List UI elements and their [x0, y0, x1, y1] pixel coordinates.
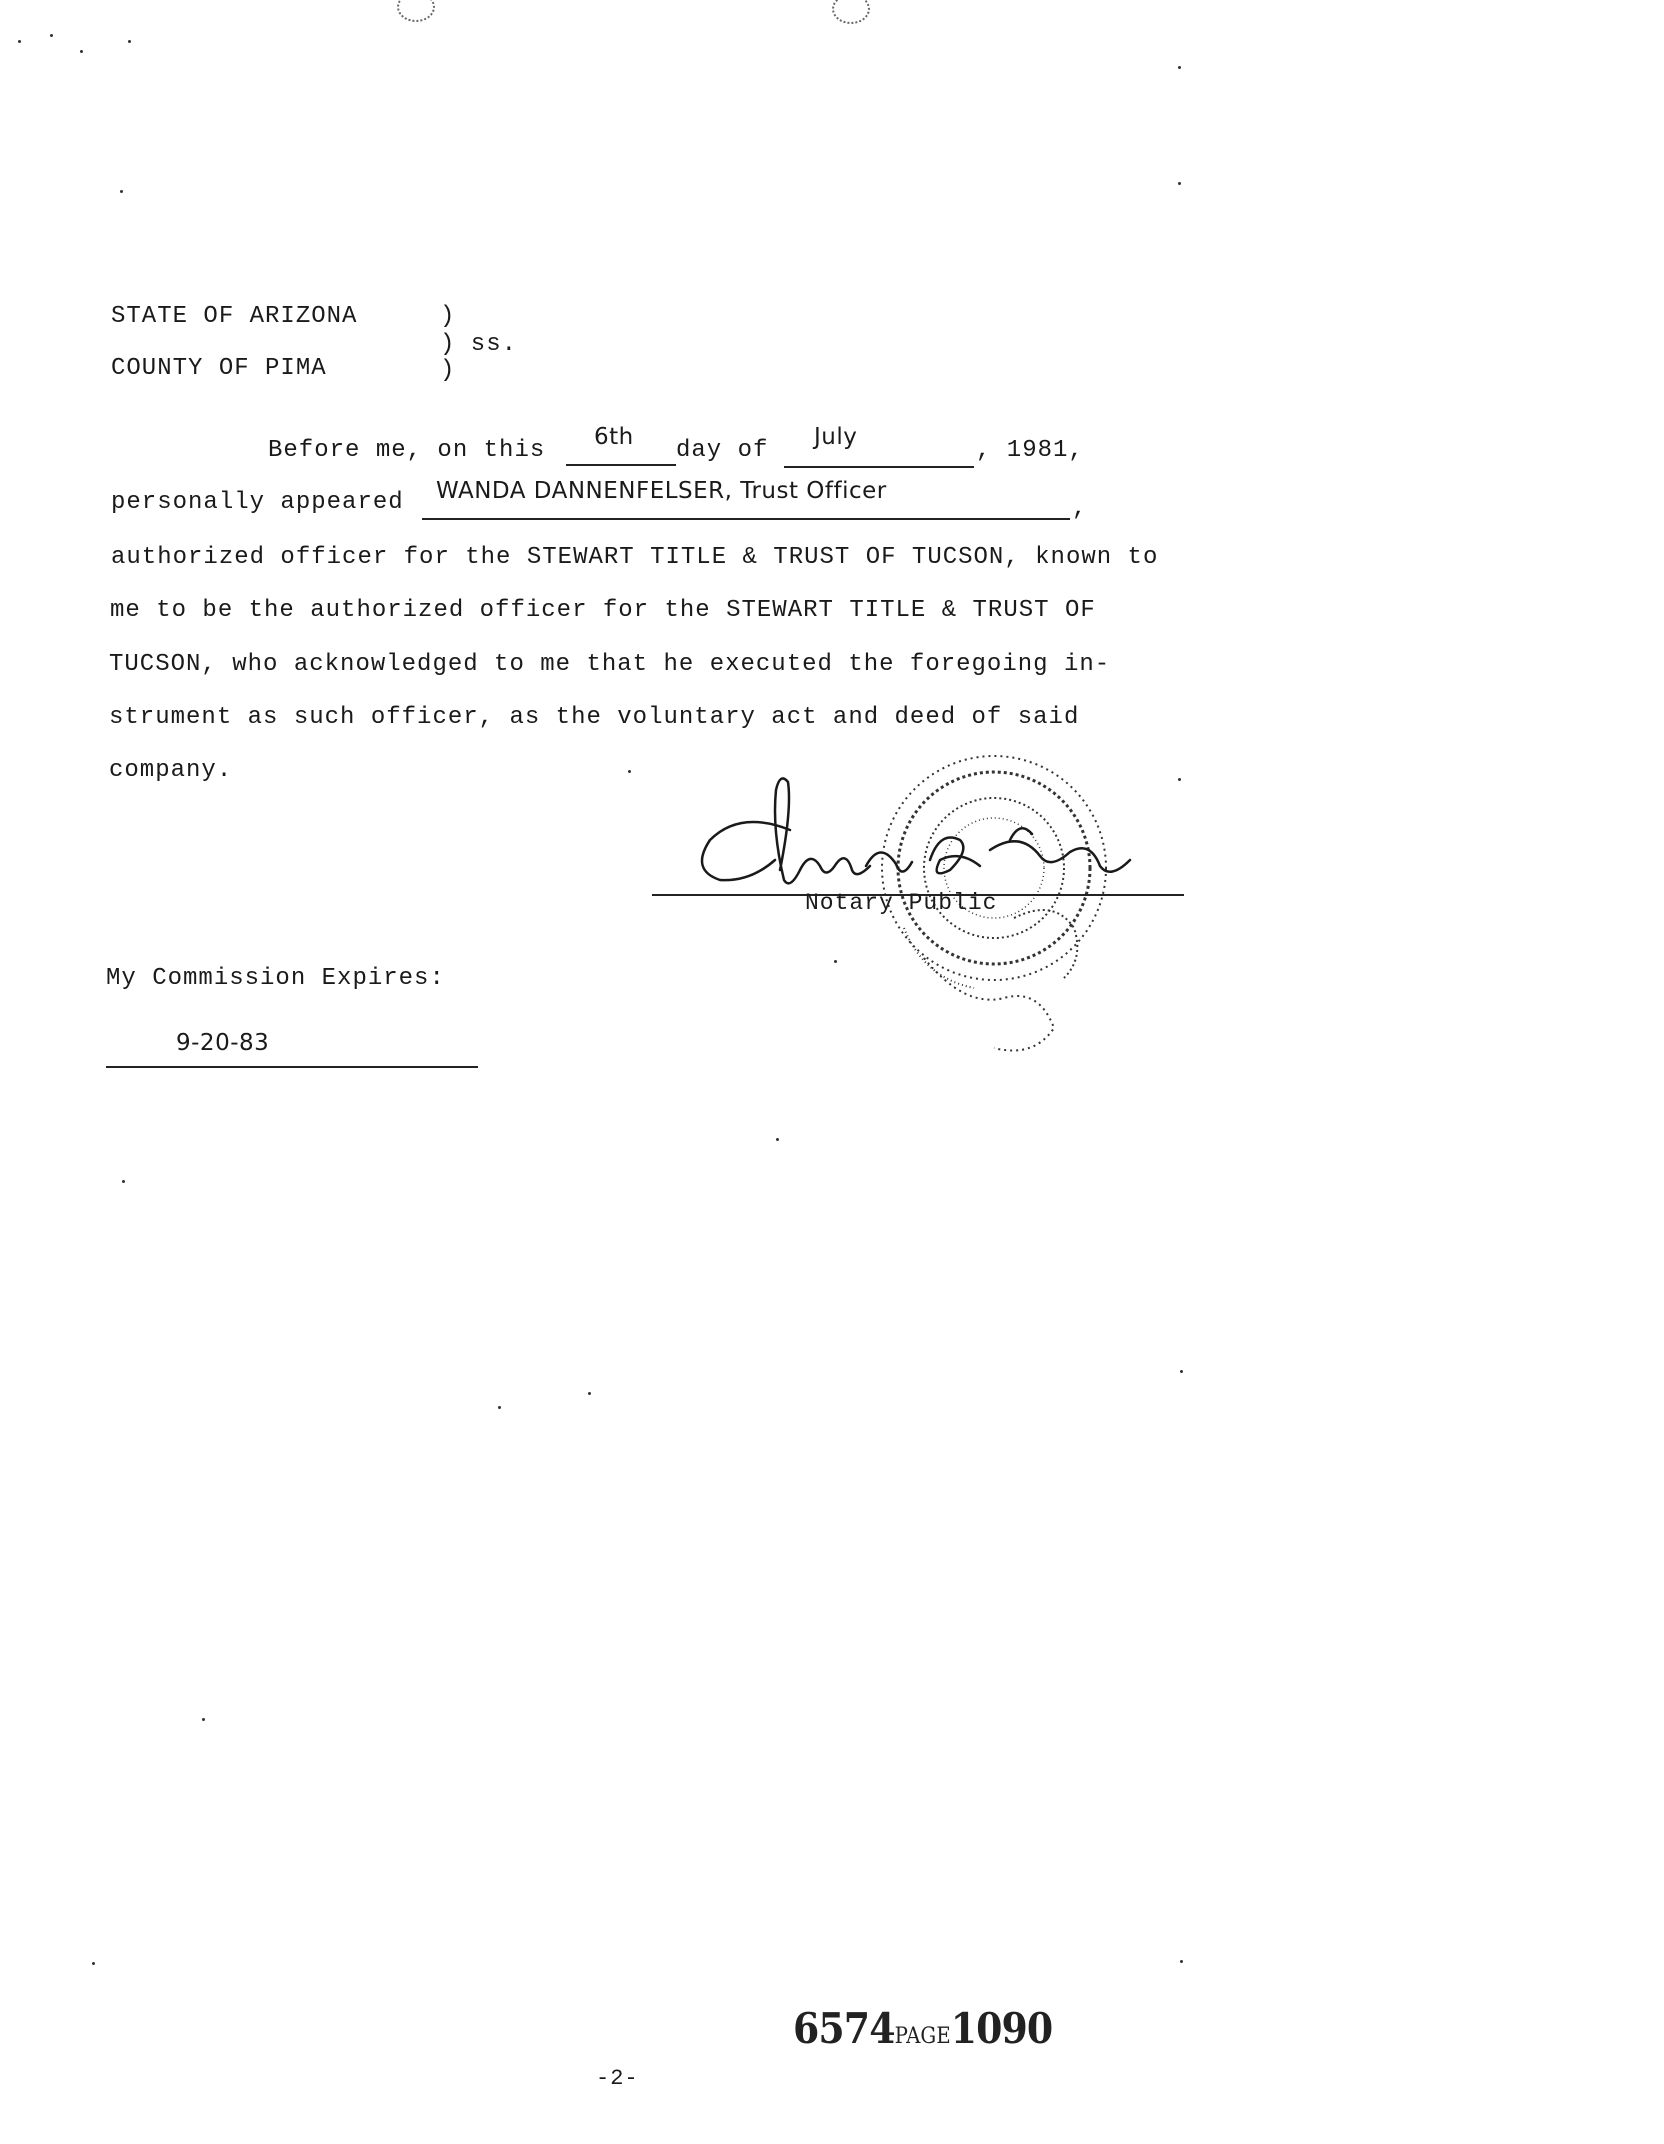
- scan-speck: [18, 40, 21, 43]
- scan-speck: [80, 50, 83, 53]
- appeared-name-comma: ,: [1072, 495, 1088, 522]
- scan-speck: [128, 40, 131, 43]
- scan-speck: [1180, 1370, 1183, 1373]
- personally-appeared-text: personally appeared: [111, 489, 404, 516]
- day-of-text: day of: [676, 437, 769, 464]
- before-me-text: Before me, on this: [268, 437, 546, 464]
- scan-speck: [1180, 1960, 1183, 1963]
- month-value: July: [814, 424, 858, 450]
- scan-speck: [628, 770, 631, 773]
- scan-speck: [1178, 182, 1181, 185]
- scan-speck: [776, 1138, 779, 1141]
- scan-speck: [50, 34, 53, 37]
- scan-speck: [588, 1392, 591, 1395]
- scan-speck: [498, 1406, 501, 1409]
- body-line-2: me to be the authorized officer for the STEWART TITLE & TRUST OF: [110, 597, 1096, 624]
- body-line-3: TUCSON, who acknowledged to me that he executed the foregoing in-: [109, 651, 1111, 678]
- scan-speck: [1178, 66, 1181, 69]
- book-number: 6574: [793, 2004, 895, 2053]
- commission-date-value: 9-20-83: [176, 1030, 270, 1056]
- appeared-name-value: WANDA DANNENFELSER, Trust Officer: [436, 478, 887, 504]
- book-page-stamp: [793, 2004, 1052, 2053]
- commission-date-line: [106, 1066, 478, 1068]
- signature-caption: Notary Public: [805, 890, 998, 916]
- scan-speck: [122, 1180, 125, 1183]
- commission-label: My Commission Expires:: [106, 965, 445, 992]
- body-line-1: authorized officer for the STEWART TITLE & TRUST OF TUCSON, known to: [111, 544, 1159, 571]
- scan-speck: [120, 190, 123, 193]
- venue-county: COUNTY OF PIMA: [111, 355, 327, 382]
- page-number: -2-: [596, 2066, 639, 2091]
- day-value: 6th: [594, 424, 634, 450]
- scan-speck: [834, 960, 837, 963]
- scan-speck: [202, 1718, 205, 1721]
- punch-hole-right: [832, 0, 870, 24]
- appeared-name-line: [422, 518, 1070, 520]
- month-blank-line: [784, 466, 974, 468]
- year-text: , 1981,: [976, 437, 1084, 464]
- page-recording-number: 1090: [950, 2004, 1053, 2053]
- scan-speck: [92, 1962, 95, 1965]
- body-line-5: company.: [109, 757, 233, 784]
- venue-brace-bottom: ): [440, 357, 456, 384]
- day-blank-line: [566, 464, 676, 466]
- venue-state: STATE OF ARIZONA: [111, 303, 358, 330]
- venue-brace-top: ): [440, 303, 456, 330]
- venue-brace-ss: ) ss.: [440, 331, 518, 358]
- punch-hole-left: [397, 0, 435, 22]
- page-marker: PAGE: [894, 2024, 951, 2049]
- body-line-4: strument as such officer, as the voluntary act and deed of said: [109, 704, 1080, 731]
